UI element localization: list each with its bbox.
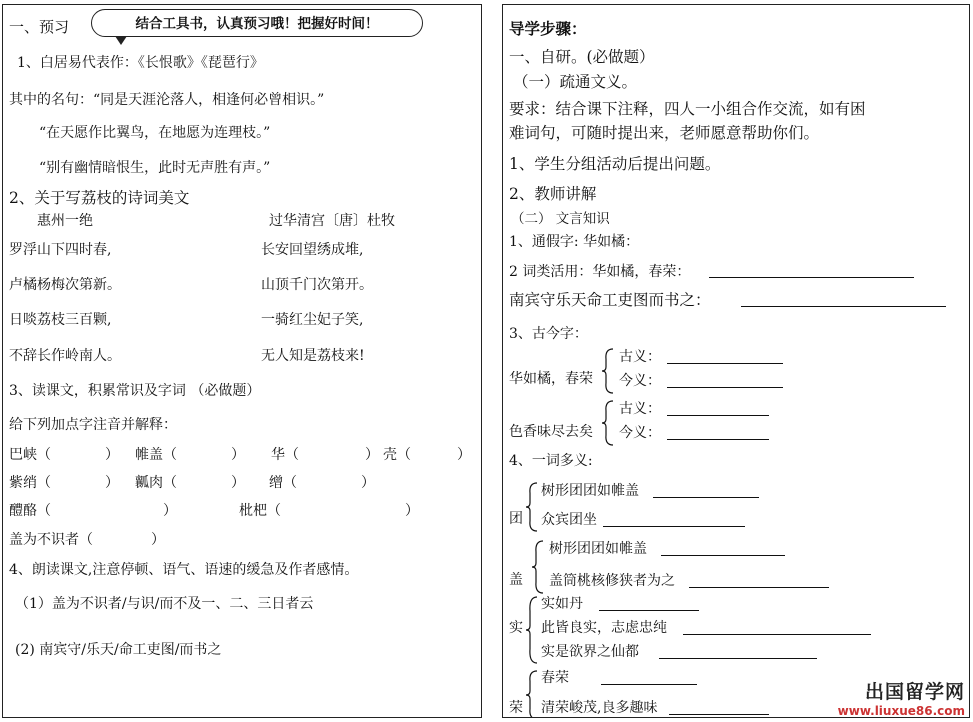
gujin-phrase-2: 色香味尽去矣 [509, 424, 593, 440]
answer-blank[interactable] [603, 526, 745, 527]
answer-blank[interactable] [669, 714, 769, 715]
vocab-item: 华（ [271, 447, 299, 463]
vocab-close: ） [105, 447, 119, 463]
vocab-item: 盖为不识者（ [9, 532, 93, 548]
gujin-phrase-1: 华如橘，春荣 [509, 371, 593, 387]
polysemy-sentence: 实是欲界之仙都 [541, 644, 639, 660]
poem1-title: 惠州一绝 [37, 213, 93, 229]
polysemy-sentence: 树形团团如帷盖 [541, 483, 639, 499]
vocab-item: 帷盖（ [135, 447, 177, 463]
item-2: 2、关于写荔枝的诗词美文 [9, 189, 190, 207]
vocab-item: 瓤肉（ [135, 475, 177, 491]
gu-label: 古义： [619, 349, 661, 365]
watermark-url: www.liuxue86.com [837, 704, 965, 718]
polysemy-sentence: 春荣 [541, 670, 569, 686]
vocab-close: ） [151, 532, 165, 548]
answer-blank[interactable] [683, 634, 871, 635]
pause-sentence-2: (2) 南宾守/乐天/命工吏图/而书之 [15, 642, 222, 658]
polysemy-sentence: 盖筒桃核修狭者为之 [549, 573, 675, 589]
vocab-close: ） [361, 475, 375, 491]
poem1-line: 日啖荔枝三百颗, [9, 312, 112, 328]
preview-panel [2, 4, 482, 718]
pause-sentence-1: （1）盖为不识者/与识/而不及一、二、三日者云 [15, 596, 314, 612]
site-watermark [838, 677, 965, 718]
answer-blank[interactable] [601, 684, 697, 685]
item-1: 1、白居易代表作：《长恨歌》《琵琶行》 [17, 55, 264, 71]
item-4: 4、朗读课文,注意停顿、语气、语速的缓急及作者感情。 [9, 562, 359, 578]
steps-heading: 导学步骤： [509, 19, 587, 38]
requirement-line-2: 难词句，可随时提出来，老师愿意帮助你们。 [509, 124, 820, 142]
answer-blank[interactable] [599, 610, 699, 611]
left-brace-icon [525, 595, 539, 665]
answer-blank[interactable] [667, 439, 769, 440]
step-1: 一、自研。(必做题） [509, 48, 655, 66]
step-s1: 1、学生分组活动后提出问题。 [509, 155, 721, 173]
answer-blank[interactable] [661, 555, 785, 556]
answer-blank[interactable] [689, 587, 829, 588]
left-brace-icon [525, 481, 539, 533]
polysemy-char-rong: 荣 [509, 700, 523, 716]
jin-label: 今义： [619, 425, 661, 441]
left-brace-icon [531, 539, 545, 595]
famous-line-2: “在天愿作比翼鸟，在地愿为连理枝。” [39, 125, 271, 141]
poem1-line: 罗浮山下四时春, [9, 242, 112, 258]
poem2-line: 山顶千门次第开。 [261, 277, 373, 293]
vocab-item: 缯（ [269, 475, 297, 491]
step-s2: 2、教师讲解 [509, 185, 597, 203]
knowledge-4: 4、一词多义: [509, 453, 593, 469]
polysemy-char-shi: 实 [509, 620, 523, 636]
vocab-close: ） [365, 447, 379, 463]
knowledge-3: 3、古今字： [509, 326, 588, 342]
poem1-line: 不辞长作岭南人。 [9, 348, 121, 364]
polysemy-sentence: 众宾团坐 [541, 512, 597, 528]
famous-line-3: “别有幽情暗恨生，此时无声胜有声。” [39, 160, 271, 176]
poem2-line: 长安回望绣成堆, [261, 242, 364, 258]
poem1-line: 卢橘杨梅次第新。 [9, 277, 121, 293]
poem2-title: 过华清宫〔唐〕杜牧 [269, 213, 395, 229]
vocab-close: ） [231, 447, 245, 463]
sub-2: （二） 文言知识 [511, 211, 610, 227]
annotate-intro: 给下列加点字注音并解释： [9, 417, 177, 433]
vocab-item: 壳（ [383, 447, 411, 463]
polysemy-sentence: 树形团团如帷盖 [549, 541, 647, 557]
poem2-line: 无人知是荔枝来! [261, 348, 365, 364]
jin-label: 今义： [619, 373, 661, 389]
polysemy-sentence: 此皆良实，志虑忠纯 [541, 620, 667, 636]
knowledge-1: 1、通假字: 华如橘： [509, 234, 640, 250]
vocab-item: 紫绡（ [9, 475, 51, 491]
left-brace-icon [601, 399, 615, 447]
vocab-close: ） [457, 447, 471, 463]
polysemy-char-tuan: 团 [509, 511, 523, 527]
vocab-item: 醴酪（ [9, 503, 51, 519]
preview-heading: 一、预习 [9, 18, 70, 36]
vocab-close: ） [163, 503, 177, 519]
gu-label: 古义： [619, 401, 661, 417]
guided-steps-panel [502, 4, 970, 718]
left-brace-icon [601, 347, 615, 395]
polysemy-char-gai: 盖 [509, 572, 523, 588]
item-3: 3、读课文，积累常识及字词 （必做题） [9, 383, 261, 399]
reminder-callout: 结合工具书，认真预习哦！把握好时间！ [91, 9, 423, 37]
answer-blank[interactable] [709, 277, 914, 278]
polysemy-sentence: 实如丹 [541, 596, 583, 612]
vocab-close: ） [405, 503, 419, 519]
answer-blank[interactable] [667, 363, 783, 364]
poem2-line: 一骑红尘妃子笑, [261, 312, 364, 328]
answer-blank[interactable] [667, 387, 783, 388]
sub-1: （一）疏通文义。 [513, 73, 638, 91]
answer-blank[interactable] [667, 415, 769, 416]
watermark-name: 出国留学网 [864, 681, 965, 703]
polysemy-sentence: 清荣峻茂,良多趣味 [541, 700, 658, 716]
left-brace-icon [525, 669, 539, 718]
vocab-close: ） [231, 475, 245, 491]
vocab-item: 枇杷（ [239, 503, 281, 519]
knowledge-2b: 南宾守乐天命工吏图而书之： [509, 291, 711, 309]
famous-lines-intro: 其中的名句：“同是天涯沦落人，相逢何必曾相识。” [9, 92, 325, 108]
requirement-line-1: 要求：结合课下注释，四人一小组合作交流，如有困 [509, 100, 866, 118]
vocab-close: ） [105, 475, 119, 491]
vocab-item: 巴峡（ [9, 447, 51, 463]
knowledge-2: 2 词类活用：华如橘，春荣： [509, 264, 691, 280]
answer-blank[interactable] [653, 497, 759, 498]
answer-blank[interactable] [659, 658, 817, 659]
answer-blank[interactable] [741, 306, 946, 307]
